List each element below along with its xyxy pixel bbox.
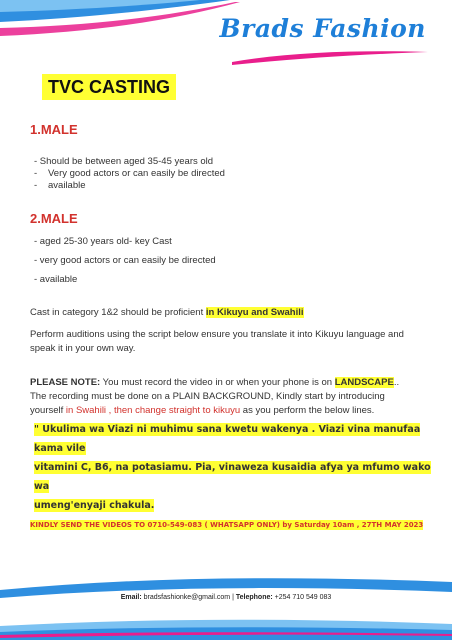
section-2-line-3: - available	[34, 274, 78, 285]
section-1-dash-1: -	[34, 168, 38, 179]
auditions-line-1: Perform auditions using the script below ensure you translate it into Kikuyu language and	[30, 329, 404, 340]
note-line-3-prefix: yourself	[30, 405, 66, 416]
section-1-line-1: - Should be between aged 35-45 years old	[34, 156, 214, 167]
script-quote-line-3: umeng'enyaji chakula.	[34, 500, 155, 511]
script-quote	[34, 420, 434, 515]
section-1-line-2-text: Very good actors or can easily be directed	[48, 168, 225, 179]
section-1-heading: 1.MALE	[30, 122, 78, 137]
contact-separator: |	[232, 594, 234, 601]
note-label: PLEASE NOTE:	[30, 377, 101, 388]
note-line-3-suffix: as you perform the below lines.	[240, 405, 375, 416]
note-line-3	[30, 405, 374, 417]
note-line-2: The recording must be done on a PLAIN BACKGROUND, Kindly start by introducing	[30, 391, 385, 402]
section-2-line-2: - very good actors or can easily be directed	[34, 255, 216, 266]
brand-underline-swoosh	[230, 48, 430, 66]
note-line-1	[30, 377, 399, 389]
section-1-dash-2: -	[34, 180, 38, 191]
section-2-heading: 2.MALE	[30, 211, 78, 226]
script-quote-line-2: vitamini C, B6, na potasiamu. Pia, vinaweza kusaidia afya ya mfumo wako wa	[34, 462, 431, 492]
note-landscape: LANDSCAPE	[334, 377, 394, 388]
phone-label: Telephone:	[235, 594, 273, 601]
phone-number[interactable]: +254 710 549 083	[274, 594, 332, 601]
section-2-line-1: - aged 25-30 years old- key Cast	[34, 236, 172, 247]
section-1-line-2	[34, 168, 225, 180]
note-text-1: You must record the video in or when your phone is on	[100, 377, 335, 388]
brand-logo: Brads Fashion	[219, 14, 426, 43]
send-videos-notice: KINDLY SEND THE VIDEOS TO 0710-549-083 ( WHATSAPP ONLY) by Saturday 10am , 27TH MAY 2023	[30, 521, 424, 529]
page-title: TVC CASTING	[42, 74, 176, 100]
section-1-line-3-text: available	[48, 180, 86, 191]
proficiency-highlight: in Kikuyu and Swahili	[205, 307, 304, 318]
note-text-1-end: ..	[393, 377, 400, 388]
note-line-3-red: in Swahili , then change straight to kikuyu	[65, 405, 241, 416]
email-label: Email:	[120, 594, 142, 601]
proficiency-text	[30, 307, 304, 319]
contact-info	[0, 594, 452, 601]
script-quote-line-1: " Ukulima wa Viazi ni muhimu sana kwetu wakenya . Viazi vina manufaa kama vile	[34, 424, 421, 454]
auditions-line-2: speak it in your own way.	[30, 343, 136, 354]
email-address[interactable]: bradsfashionke@gmail.com	[143, 594, 231, 601]
footer-swoosh	[0, 568, 452, 640]
proficiency-prefix: Cast in category 1&2 should be proficient	[30, 307, 206, 318]
section-1-line-3	[34, 180, 86, 192]
